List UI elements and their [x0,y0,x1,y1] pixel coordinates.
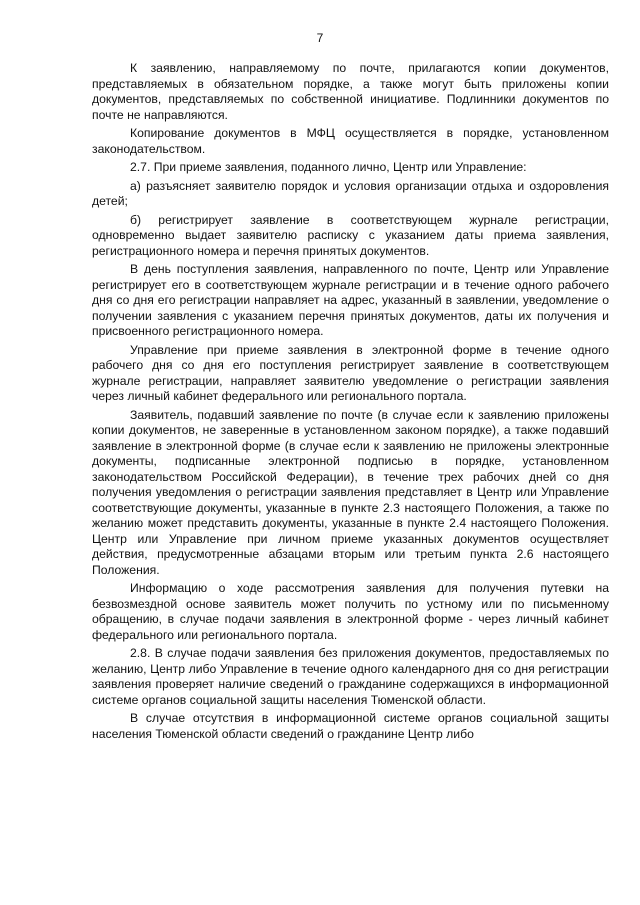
paragraph: Информацию о ходе рассмотрения заявления для получения путевки на безвозмездной основе заявитель может получить по устному или по письменному обращению, в случае подачи заявления в электронной форме - через личный кабинет федерального или регионального портала. [92,581,609,642]
paragraph: Копирование документов в МФЦ осуществляется в порядке, установленном законодательством. [92,126,609,156]
paragraph: В день поступления заявления, направленного по почте, Центр или Управление регистрирует его в соответствующем журнале регистрации и в течение одного рабочего дня со дня его регистрации направляет на адрес, указанный в заявлении, уведомление о получении заявления с указанием перечня принятых документов, даты их получения и присвоенного регистрационного номера. [92,262,609,338]
paragraph: Заявитель, подавший заявление по почте (в случае если к заявлению приложены копии документов, не заверенные в установленном законом порядке), а также подавший заявление в электронной форме (в случае если к заявлению не приложены электронные документы, подписанные электронной подписью в порядке, установленном законодательством Российской Федерации), в течение трех рабочих дней со дня получения уведомления о регистрации заявления представляет в Центр или Управление соответствующие документы, указанные в пункте 2.3 настоящего Положения, а также по желанию может представить документы, указанные в пункте 2.4 настоящего Положения. Центр или Управление при личном приеме указанных документов осуществляет действия, предусмотренные абзацами вторым или третьим пункта 2.6 настоящего Положения. [92,407,609,577]
document-body [92,61,609,745]
paragraph: б) регистрирует заявление в соответствующем журнале регистрации, одновременно выдает заявителю расписку с указанием даты приема заявления, регистрационного номера и перечня принятых документов. [92,212,609,258]
paragraph: а) разъясняет заявителю порядок и условия организации отдыха и оздоровления детей; [92,178,609,208]
paragraph: 2.8. В случае подачи заявления без приложения документов, предоставляемых по желанию, Центр либо Управление в течение одного календарного дня со дня регистрации заявления проверяет наличие сведений о гражданине содержащихся в информационной системе органов социальной защиты населения Тюменской области. [92,646,609,707]
paragraph: Управление при приеме заявления в электронной форме в течение одного рабочего дня со дня его поступления регистрирует заявление в соответствующем журнале регистрации, направляет заявителю уведомление о регистрации заявления через личный кабинет федерального или регионального портала. [92,342,609,403]
paragraph: К заявлению, направляемому по почте, прилагаются копии документов, представляемых в обязательном порядке, а также могут быть приложены копии документов, представляемых по собственной инициативе. Подлинники документов по почте не направляются. [92,61,609,122]
paragraph: В случае отсутствия в информационной системе органов социальной защиты населения Тюменской области сведений о гражданине Центр либо [92,711,609,741]
page-number: 7 [316,31,324,45]
paragraph: 2.7. При приеме заявления, поданного лично, Центр или Управление: [130,160,527,174]
